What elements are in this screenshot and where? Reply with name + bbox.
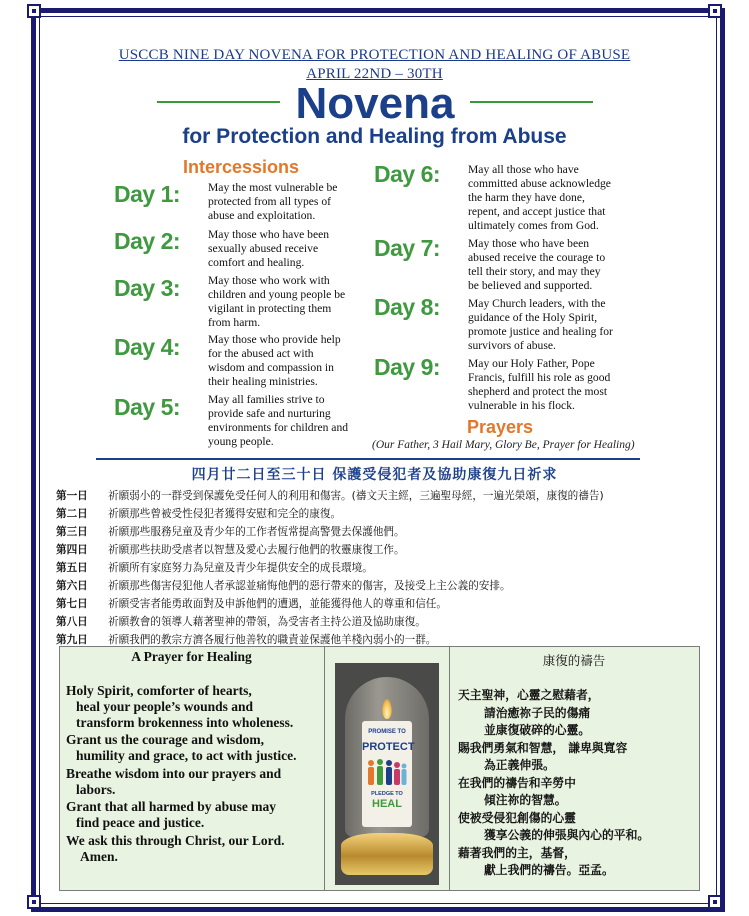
english-prayer-line: labors. (76, 782, 116, 797)
english-prayer-line: transform brokenness into wholeness. (76, 715, 294, 730)
chinese-prayer-title: 康復的禱告 (542, 653, 606, 668)
chinese-prayer-line: 藉著我們的主，基督， (458, 846, 576, 860)
chinese-day-row: 第六日 祈願那些傷害侵犯他人者承認並痛悔他們的惡行帶來的傷害，及接受上主公義的安排。 (56, 580, 511, 592)
candle-photo (335, 663, 439, 885)
section-divider (96, 458, 640, 460)
table-column-divider (324, 646, 325, 891)
day-5-text: May all families strive to provide safe and nurturing environments for children and young people. (208, 393, 349, 448)
day-6-text: May all those who have committed abuse acknowledge the harm they have done, repent, and accept justice that ultimately comes from God. (468, 163, 611, 232)
day-5-label: Day 5: (114, 394, 181, 420)
day-4-label: Day 4: (114, 334, 181, 360)
chinese-day-row: 第八日 祈願教會的領導人藉著聖神的帶領，為受害者主持公道及協助康復。 (56, 616, 426, 628)
english-prayer-line: Holy Spirit, comforter of hearts, (66, 683, 252, 698)
chinese-day-row: 第二日 祈願那些曾被受性侵犯者獲得安慰和完全的康復。 (56, 508, 342, 520)
day-4-text: May those who provide help for the abused act with wisdom and compassion in their healing ministries. (208, 333, 341, 388)
day-7-label: Day 7: (374, 235, 441, 261)
day-2-label: Day 2: (114, 228, 181, 254)
intercessions-heading: Intercessions (183, 157, 300, 177)
chinese-prayer-line: 並康復破碎的心靈。 (484, 723, 591, 737)
prayers-heading: Prayers (467, 417, 534, 437)
english-prayer-line: Amen. (80, 849, 118, 864)
day-1-label: Day 1: (114, 181, 181, 207)
corner-ornament (708, 4, 722, 18)
corner-ornament (27, 895, 41, 909)
chinese-day-row: 第四日 祈願那些扶助受虐者以智慧及愛心去履行他們的牧靈康復工作。 (56, 544, 405, 556)
candle-label-heal: HEAL (372, 798, 402, 810)
chinese-prayer-line: 請治癒祢子民的傷痛 (484, 706, 591, 720)
chinese-prayer-line: 傾注祢的智慧。 (484, 793, 567, 807)
chinese-day-row: 第五日 祈願所有家庭努力為兒童及青少年提供安全的成長環境。 (56, 562, 373, 574)
day-3-text: May those who work with children and young people be vigilant in protecting them from harm. (208, 274, 346, 329)
people-graphic-icon (365, 757, 409, 789)
novena-title-wrap (150, 79, 600, 128)
english-prayer-title: A Prayer for Healing (131, 649, 252, 664)
table-column-divider (449, 646, 450, 891)
header-dates[interactable]: APRIL 22ND – 30TH (306, 66, 443, 82)
english-prayer-line: heal your people’s wounds and (76, 699, 254, 714)
day-3-label: Day 3: (114, 275, 181, 301)
chinese-prayer-line: 為正義伸張。 (484, 758, 555, 772)
candle-label-top: PROMISE TO (368, 729, 406, 735)
novena-subtitle: for Protection and Healing from Abuse (182, 125, 567, 148)
candle-label-protect: PROTECT (362, 741, 415, 753)
english-prayer-line: find peace and justice. (76, 815, 205, 830)
day-8-text: May Church leaders, with the guidance of the Holy Spirit, promote justice and healing for survivors of abuse. (468, 297, 613, 352)
candle-base (341, 833, 433, 875)
chinese-prayer-line: 賜我們勇氣和智慧， 謙卑與寬容 (458, 741, 628, 755)
chinese-day-row: 第一日 祈願弱小的一群受到保護免受任何人的利用和傷害。(禱文天主經，三遍聖母經，一遍光榮頌，康復的禱告) (56, 490, 604, 502)
corner-ornament (708, 895, 722, 909)
corner-ornament (27, 4, 41, 18)
english-prayer-line: Grant that all harmed by abuse may (66, 799, 277, 814)
chinese-day-row: 第七日 祈願受害者能勇敢面對及申訴他們的遭遇，並能獲得他人的尊重和信任。 (56, 598, 447, 610)
chinese-prayer-line: 使被受侵犯創傷的心靈 (458, 811, 576, 825)
day-9-label: Day 9: (374, 354, 441, 380)
flame-icon (382, 699, 392, 719)
chinese-prayer-line: 在我們的禱告和辛勞中 (458, 776, 576, 790)
day-9-text: May our Holy Father, Pope Francis, fulfill his role as good shepherd and protect the most vulnerable in his flock. (468, 357, 611, 412)
prayers-note: (Our Father, 3 Hail Mary, Glory Be, Prayer for Healing) (372, 439, 635, 451)
chinese-day-row: 第三日 祈願那些服務兒童及青少年的工作者恆常提高警覺去保護他們。 (56, 526, 405, 538)
english-prayer-line: Grant us the courage and wisdom, (66, 732, 265, 747)
candle-label-pledge: PLEDGE TO (371, 791, 403, 797)
header-line-1[interactable]: USCCB NINE DAY NOVENA FOR PROTECTION AND HEALING OF ABUSE (118, 47, 631, 63)
chinese-title: 四月廿二日至三十日 保護受侵犯者及協助康復九日祈求 (191, 467, 558, 483)
chinese-prayer-line: 天主聖神，心靈之慰藉者， (458, 688, 600, 702)
day-8-label: Day 8: (374, 294, 441, 320)
chinese-prayer-line: 獲享公義的伸張與內心的平和。 (484, 828, 650, 842)
day-1-text: May the most vulnerable be protected from all types of abuse and exploitation. (208, 181, 338, 222)
chinese-prayer-line: 獻上我們的禱告。亞孟。 (484, 863, 614, 877)
day-2-text: May those who have been sexually abused receive comfort and healing. (208, 228, 330, 269)
english-prayer-line: We ask this through Christ, our Lord. (66, 833, 285, 848)
day-7-text: May those who have been abused receive the courage to tell their story, and may they be believed and supported. (468, 237, 606, 292)
chinese-day-row: 第九日 祈願我們的教宗方濟各履行他善牧的職責並保護他羊棧內弱小的一群。 (56, 634, 437, 646)
day-6-label: Day 6: (374, 161, 441, 187)
english-prayer-line: Breathe wisdom into our prayers and (66, 766, 282, 781)
english-prayer-line: humility and grace, to act with justice. (76, 748, 297, 763)
novena-title: Novena (295, 79, 455, 128)
